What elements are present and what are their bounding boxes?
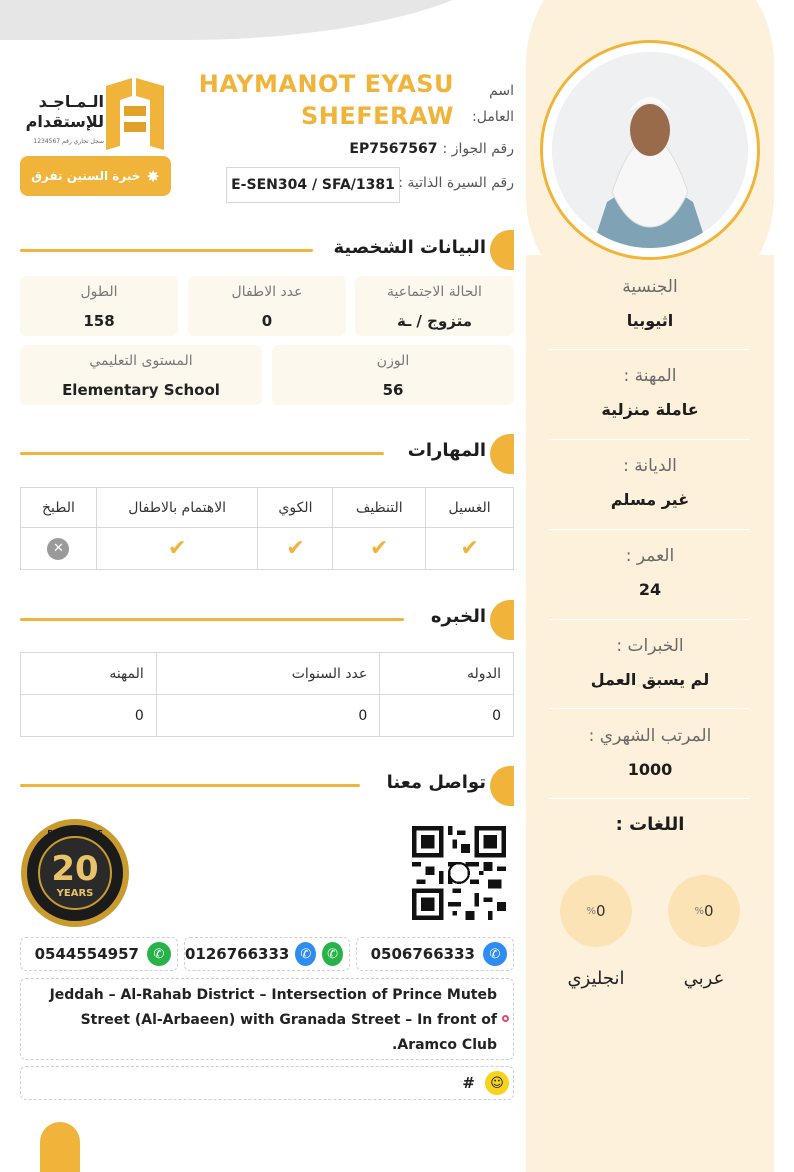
divider xyxy=(549,798,749,799)
seal-years: YEARS xyxy=(56,888,94,899)
phone-box[interactable] xyxy=(356,937,514,971)
company-logo xyxy=(20,76,170,152)
experience-table xyxy=(20,652,514,737)
check-icon: ✔ xyxy=(370,536,389,561)
address-text: Jeddah – Al-Rahab District – Intersection of Prince Muteb Street (Al-Arbaeen) with Granada Street – In front of Aramco Club. xyxy=(49,987,497,1053)
contact-section-title: تواصل معنا xyxy=(386,772,486,793)
divider xyxy=(549,619,749,620)
worker-photo xyxy=(552,52,748,248)
section-cap xyxy=(490,600,514,640)
nationality-label: الجنسية xyxy=(622,277,678,297)
passport-label: رقم الجواز : xyxy=(442,141,514,157)
sidebar xyxy=(526,255,774,1172)
cross-icon: ✕ xyxy=(47,538,69,560)
personal-section-title: البيانات الشخصية xyxy=(333,237,486,258)
job-label: المهنة : xyxy=(623,366,677,386)
location-icon xyxy=(502,1015,509,1022)
experience-seal xyxy=(20,818,130,928)
skill-status xyxy=(96,528,258,570)
phone-icon: ✆ xyxy=(295,942,316,966)
skill-status xyxy=(333,528,426,570)
divider xyxy=(549,439,749,440)
language-level-arabic xyxy=(668,875,740,947)
marital-label: الحالة الاجتماعية xyxy=(387,284,482,300)
whatsapp-icon: ✆ xyxy=(322,942,343,966)
section-cap xyxy=(490,434,514,474)
skill-name: الاهتمام بالاطفال xyxy=(96,488,258,528)
education-card xyxy=(20,345,262,405)
cv-number: E-SEN304 / SFA/1381 xyxy=(226,167,400,203)
experience-value: لم يسبق العمل xyxy=(590,670,710,689)
weight-card xyxy=(272,345,514,405)
brand-tagline: سجل تجاري رقم 1234567 xyxy=(33,138,104,145)
experience-header: المهنه xyxy=(21,653,157,695)
brand-name-line1: الـمـاجـد xyxy=(38,92,104,111)
children-value: 0 xyxy=(261,312,273,330)
seal-number: 20 xyxy=(51,849,99,889)
age-label: العمر : xyxy=(625,546,675,566)
job-value: عاملة منزلية xyxy=(601,400,699,419)
language-level-value: 0 xyxy=(703,902,714,920)
phone-number[interactable]: 0126766333 xyxy=(185,945,290,963)
salary-value: 1000 xyxy=(627,760,673,779)
language-name-english: انجليزي xyxy=(567,968,625,989)
experience-section-title: الخبره xyxy=(430,606,486,627)
header-wave xyxy=(0,0,520,40)
experience-badge-button xyxy=(20,156,171,196)
language-level-value: 0 xyxy=(595,902,606,920)
address-box xyxy=(20,978,514,1060)
section-line xyxy=(20,784,360,787)
religion-label: الديانة : xyxy=(623,456,677,476)
snapchat-handle[interactable]: # xyxy=(462,1074,475,1092)
experience-label: الخبرات : xyxy=(616,636,684,656)
check-icon: ✔ xyxy=(460,536,479,561)
marital-value: متزوج / ـة xyxy=(396,312,473,330)
education-label: المستوى التعليمي xyxy=(89,353,193,369)
language-name-arabic: عربي xyxy=(683,968,725,989)
logo-mark-icon xyxy=(102,76,168,152)
skills-table xyxy=(20,487,514,570)
religion-value: غير مسلم xyxy=(610,490,690,509)
seal-text: EXPERIENCE xyxy=(47,829,103,838)
skill-name: التنظيف xyxy=(333,488,426,528)
badge-label: خبرة السنين تفرق xyxy=(31,169,141,183)
age-value: 24 xyxy=(638,580,662,599)
skill-name: الغسيل xyxy=(426,488,514,528)
percent-unit: % xyxy=(586,905,596,917)
section-line xyxy=(20,452,384,455)
phone-icon: ✆ xyxy=(483,942,507,966)
experience-header: عدد السنوات xyxy=(156,653,380,695)
whatsapp-icon: ✆ xyxy=(147,942,171,966)
section-line xyxy=(20,618,404,621)
education-value: Elementary School xyxy=(62,381,220,399)
section-line xyxy=(20,249,313,252)
phone-number[interactable]: 0544554957 xyxy=(34,945,139,963)
experience-cell: 0 xyxy=(380,695,514,737)
phone-box[interactable] xyxy=(184,937,350,971)
section-cap xyxy=(490,230,514,270)
salary-label: المرتب الشهري : xyxy=(588,726,712,746)
skill-status xyxy=(21,528,97,570)
qr-code[interactable] xyxy=(412,826,506,920)
divider xyxy=(549,349,749,350)
divider xyxy=(549,708,749,709)
experience-cell: 0 xyxy=(156,695,380,737)
children-label: عدد الاطفال xyxy=(231,284,303,300)
worker-name-label: اسم العامل: xyxy=(472,83,514,125)
children-card xyxy=(188,276,346,336)
languages-title: اللغات : xyxy=(615,814,685,835)
weight-label: الوزن xyxy=(376,353,410,369)
cv-label: رقم السيرة الذاتية : xyxy=(398,175,514,191)
height-label: الطول xyxy=(80,284,118,300)
phone-number[interactable]: 0506766333 xyxy=(370,945,475,963)
weight-value: 56 xyxy=(382,381,404,399)
experience-cell: 0 xyxy=(21,695,157,737)
height-card xyxy=(20,276,178,336)
brand-name-line2: للإستقدام xyxy=(25,112,104,131)
language-level-english xyxy=(560,875,632,947)
sparkle-icon: ✸ xyxy=(146,166,160,186)
nationality-value: اثيوبيا xyxy=(626,311,674,330)
worker-name: HAYMANOT EYASU SHEFERAW xyxy=(198,70,454,130)
snapchat-box[interactable] xyxy=(20,1066,514,1100)
marital-card xyxy=(355,276,514,336)
skills-section-title: المهارات xyxy=(407,440,486,461)
passport-number: EP7567567 xyxy=(349,141,438,157)
percent-unit: % xyxy=(694,905,704,917)
skill-name: الطبخ xyxy=(21,488,97,528)
section-cap xyxy=(490,766,514,806)
footer-tab xyxy=(40,1122,80,1172)
height-value: 158 xyxy=(83,312,115,330)
worker-photo-frame xyxy=(540,40,760,260)
divider xyxy=(549,529,749,530)
check-icon: ✔ xyxy=(286,536,305,561)
snapchat-icon: ☺ xyxy=(485,1071,509,1095)
skill-status xyxy=(258,528,333,570)
phone-box[interactable] xyxy=(20,937,178,971)
passport-row xyxy=(349,138,514,157)
skill-status xyxy=(426,528,514,570)
experience-header: الدوله xyxy=(380,653,514,695)
check-icon: ✔ xyxy=(167,536,187,561)
skill-name: الكوي xyxy=(258,488,333,528)
